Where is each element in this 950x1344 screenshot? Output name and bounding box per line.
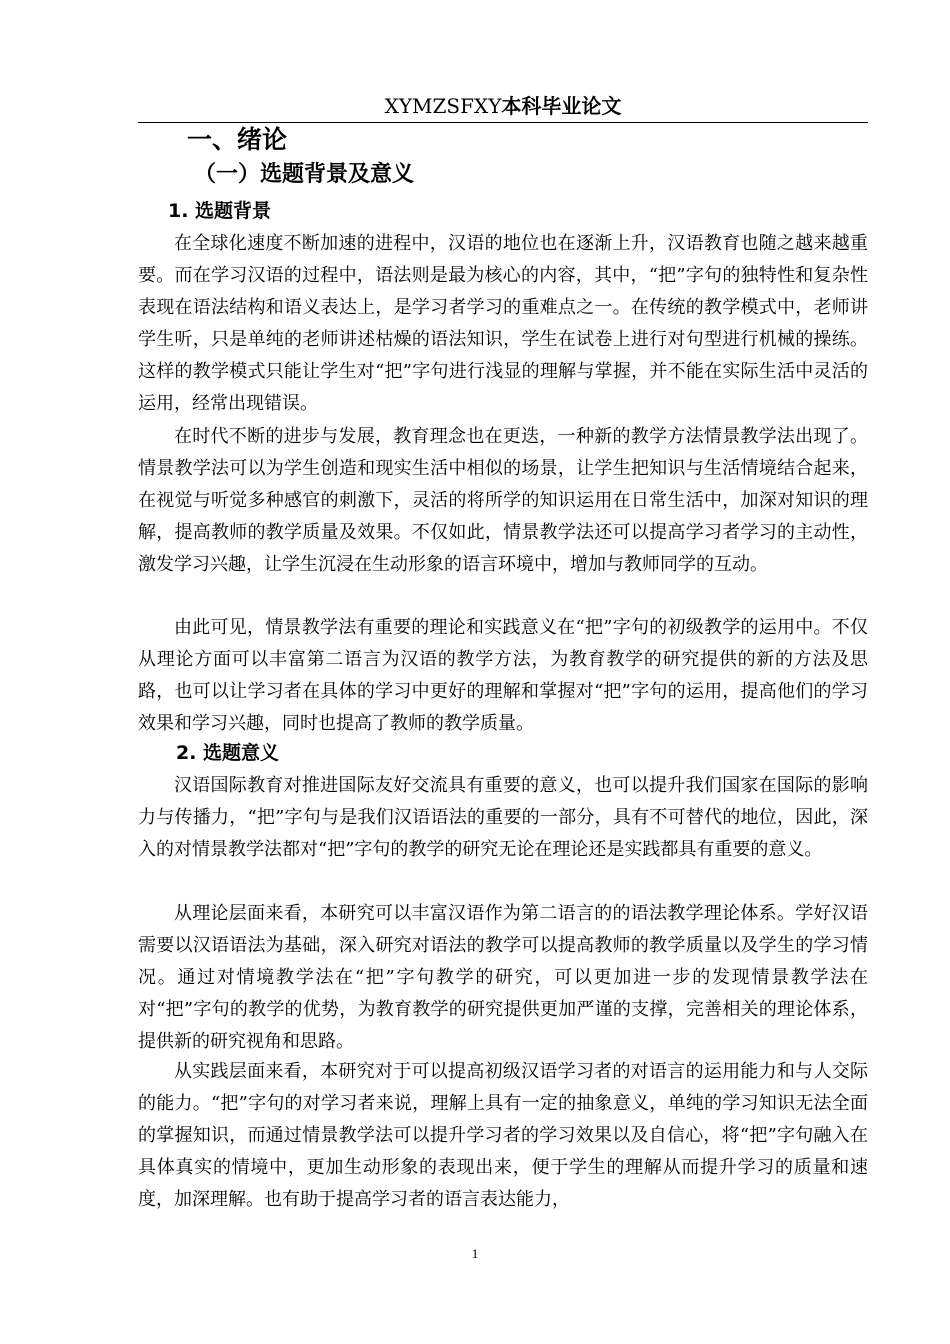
page-header bbox=[138, 92, 868, 120]
section-title: （一）选题背景及意义 bbox=[194, 162, 415, 187]
chapter-title: 一、绪论 bbox=[187, 125, 288, 154]
subsection-title-2: 2. 选题意义 bbox=[176, 742, 280, 764]
header-code: XYMZSFXY bbox=[384, 94, 502, 118]
subsection-title-1: 1. 选题背景 bbox=[168, 200, 272, 222]
header-label: 本科毕业论文 bbox=[501, 94, 622, 118]
page-number: 1 bbox=[471, 1246, 479, 1261]
paragraph: 在时代不断的进步与发展，教育理念也在更迭，一种新的教学方法情景教学法出现了。情景教学法可以为学生创造和现实生活中相似的场景，让学生把知识与生活情境结合起来，在视觉与听觉多种感官的刺激下，灵活的将所学的知识运用在日常生活中，加深对知识的理解，提高教师的教学质量及效果。不仅如此，情景教学法还可以提高学习者学习的主动性，激发学习兴趣，让学生沉浸在生动形象的语言环境中，增加与教师同学的互动。 bbox=[138, 426, 868, 575]
paragraph: 从实践层面来看，本研究对于可以提高初级汉语学习者的对语言的运用能力和与人交际的能力。“把”字句的对学习者来说，理解上具有一定的抽象意义，单纯的学习知识无法全面的掌握知识，而通过情景教学法可以提升学习者的学习效果以及自信心，将“把”字句融入在具体真实的情境中，更加生动形象的表现出来，便于学生的理解从而提升学习的质量和速度，加深理解。也有助于提高学习者的语言表达能力， bbox=[138, 1061, 868, 1210]
paragraph: 汉语国际教育对推进国际友好交流具有重要的意义，也可以提升我们国家在国际的影响力与传播力，“把”字句与是我们汉语语法的重要的一部分，具有不可替代的地位，因此，深入的对情景教学法都对“把”字句的教学的研究无论在理论还是实践都具有重要的意义。 bbox=[138, 775, 868, 860]
paragraph: 在全球化速度不断加速的进程中，汉语的地位也在逐渐上升，汉语教育也随之越来越重要。而在学习汉语的过程中，语法则是最为核心的内容，其中，“把”字句的独特性和复杂性表现在语法结构和语义表达上，是学习者学习的重难点之一。在传统的教学模式中，老师讲学生听，只是单纯的老师讲述枯燥的语法知识，学生在试卷上进行对句型进行机械的操练。这样的教学模式只能让学生对“把”字句进行浅显的理解与掌握，并不能在实际生活中灵活的运用，经常出现错误。 bbox=[138, 233, 868, 414]
paragraph: 由此可见，情景教学法有重要的理论和实践意义在“把”字句的初级教学的运用中。不仅从理论方面可以丰富第二语言为汉语的教学方法，为教育教学的研究提供的新的方法及思路，也可以让学习者在具体的学习中更好的理解和掌握对“把”字句的运用，提高他们的学习效果和学习兴趣，同时也提高了教师的教学质量。 bbox=[138, 617, 868, 734]
paragraph: 从理论层面来看，本研究可以丰富汉语作为第二语言的的语法教学理论体系。学好汉语需要以汉语语法为基础，深入研究对语法的教学可以提高教师的教学质量以及学生的学习情况。通过对情境教学法在“把”字句教学的研究，可以更加进一步的发现情景教学法在对“把”字句的教学的优势，为教育教学的研究提供更加严谨的支撑，完善相关的理论体系，提供新的研究视角和思路。 bbox=[138, 903, 868, 1052]
